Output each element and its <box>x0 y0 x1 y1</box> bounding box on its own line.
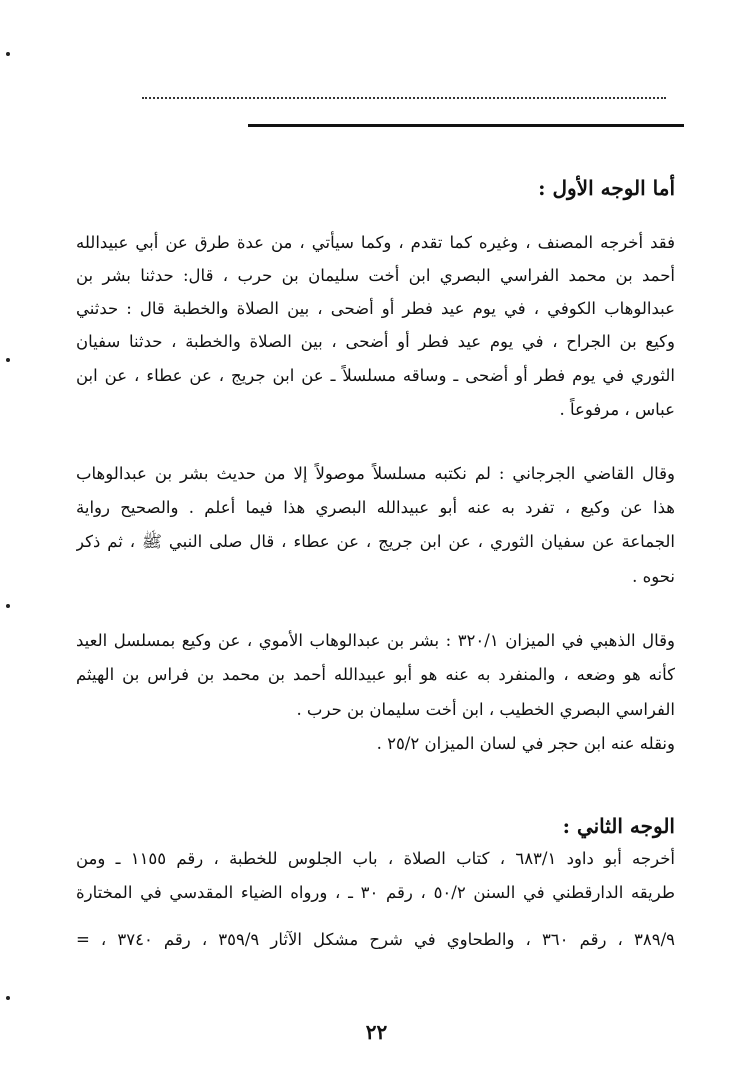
section-heading-first: أما الوجه الأول : <box>538 176 675 200</box>
paragraph-line: أحمد بن محمد الفراسي البصري ابن أخت سليمان بن حرب ، قال: حدثنا بشر بن <box>76 266 675 285</box>
paragraph-line: فقد أخرجه المصنف ، وغيره كما تقدم ، وكما سيأتي ، من عدة طرق عن أبي عبيدالله <box>76 233 675 252</box>
paragraph-line: كأنه هو وضعه ، والمنفرد به عنه هو أبو عبيدالله أحمد بن محمد بن فراس بن الهيثم <box>76 665 675 684</box>
paragraph-line: ٣٨٩/٩ ، رقم ٣٦٠ ، والطحاوي في شرح مشكل الآثار ٣٥٩/٩ ، رقم ٣٧٤٠ ، = <box>76 930 675 949</box>
margin-dot <box>6 358 10 362</box>
margin-dot <box>6 604 10 608</box>
margin-dot <box>6 52 10 56</box>
paragraph-line: الثوري في يوم فطر أو أضحى ـ وساقه مسلسلاً ـ عن ابن جريج ، عن عطاء ، عن ابن <box>76 366 675 385</box>
margin-dot <box>6 996 10 1000</box>
paragraph-line: الفراسي البصري الخطيب ، ابن أخت سليمان بن حرب . <box>296 700 675 719</box>
paragraph-line: وقال القاضي الجرجاني : لم نكتبه مسلسلاً موصولاً إلا من حديث بشر بن عبدالوهاب <box>76 464 675 483</box>
paragraph-line: هذا عن وكيع ، تفرد به عنه أبو عبيدالله البصري هذا فيما أعلم . والصحيح رواية <box>76 498 675 517</box>
paragraph-line: نحوه . <box>632 567 675 586</box>
paragraph-line: وكيع بن الجراح ، في يوم عيد فطر أو أضحى ، بين الصلاة والخطبة ، حدثنا سفيان <box>76 332 675 351</box>
paragraph-line: ونقله عنه ابن حجر في لسان الميزان ٢٥/٢ . <box>376 734 675 753</box>
paragraph-line: أخرجه أبو داود ٦٨٣/١ ، كتاب الصلاة ، باب الجلوس للخطبة ، رقم ١١٥٥ ـ ومن <box>76 849 675 868</box>
paragraph-line: طريقه الدارقطني في السنن ٥٠/٢ ، رقم ٣٠ ـ ، ورواه الضياء المقدسي في المختارة <box>76 883 675 902</box>
dotted-separator <box>142 97 666 99</box>
paragraph-line: الجماعة عن سفيان الثوري ، عن ابن جريج ، عن عطاء ، قال صلى النبي ﷺ ، ثم ذكر <box>76 532 675 551</box>
paragraph-line: عباس ، مرفوعاً . <box>559 400 675 419</box>
paragraph-line: عبدالوهاب الكوفي ، في يوم عيد فطر أو أضحى ، بين الصلاة والخطبة قال : حدثني <box>76 299 675 318</box>
section-heading-second: الوجه الثاني : <box>562 814 675 838</box>
header-rule <box>248 124 684 127</box>
page-number: ٢٢ <box>365 1020 388 1044</box>
paragraph-line: وقال الذهبي في الميزان ٣٢٠/١ : بشر بن عبدالوهاب الأموي ، عن وكيع بمسلسل العيد <box>76 631 675 650</box>
